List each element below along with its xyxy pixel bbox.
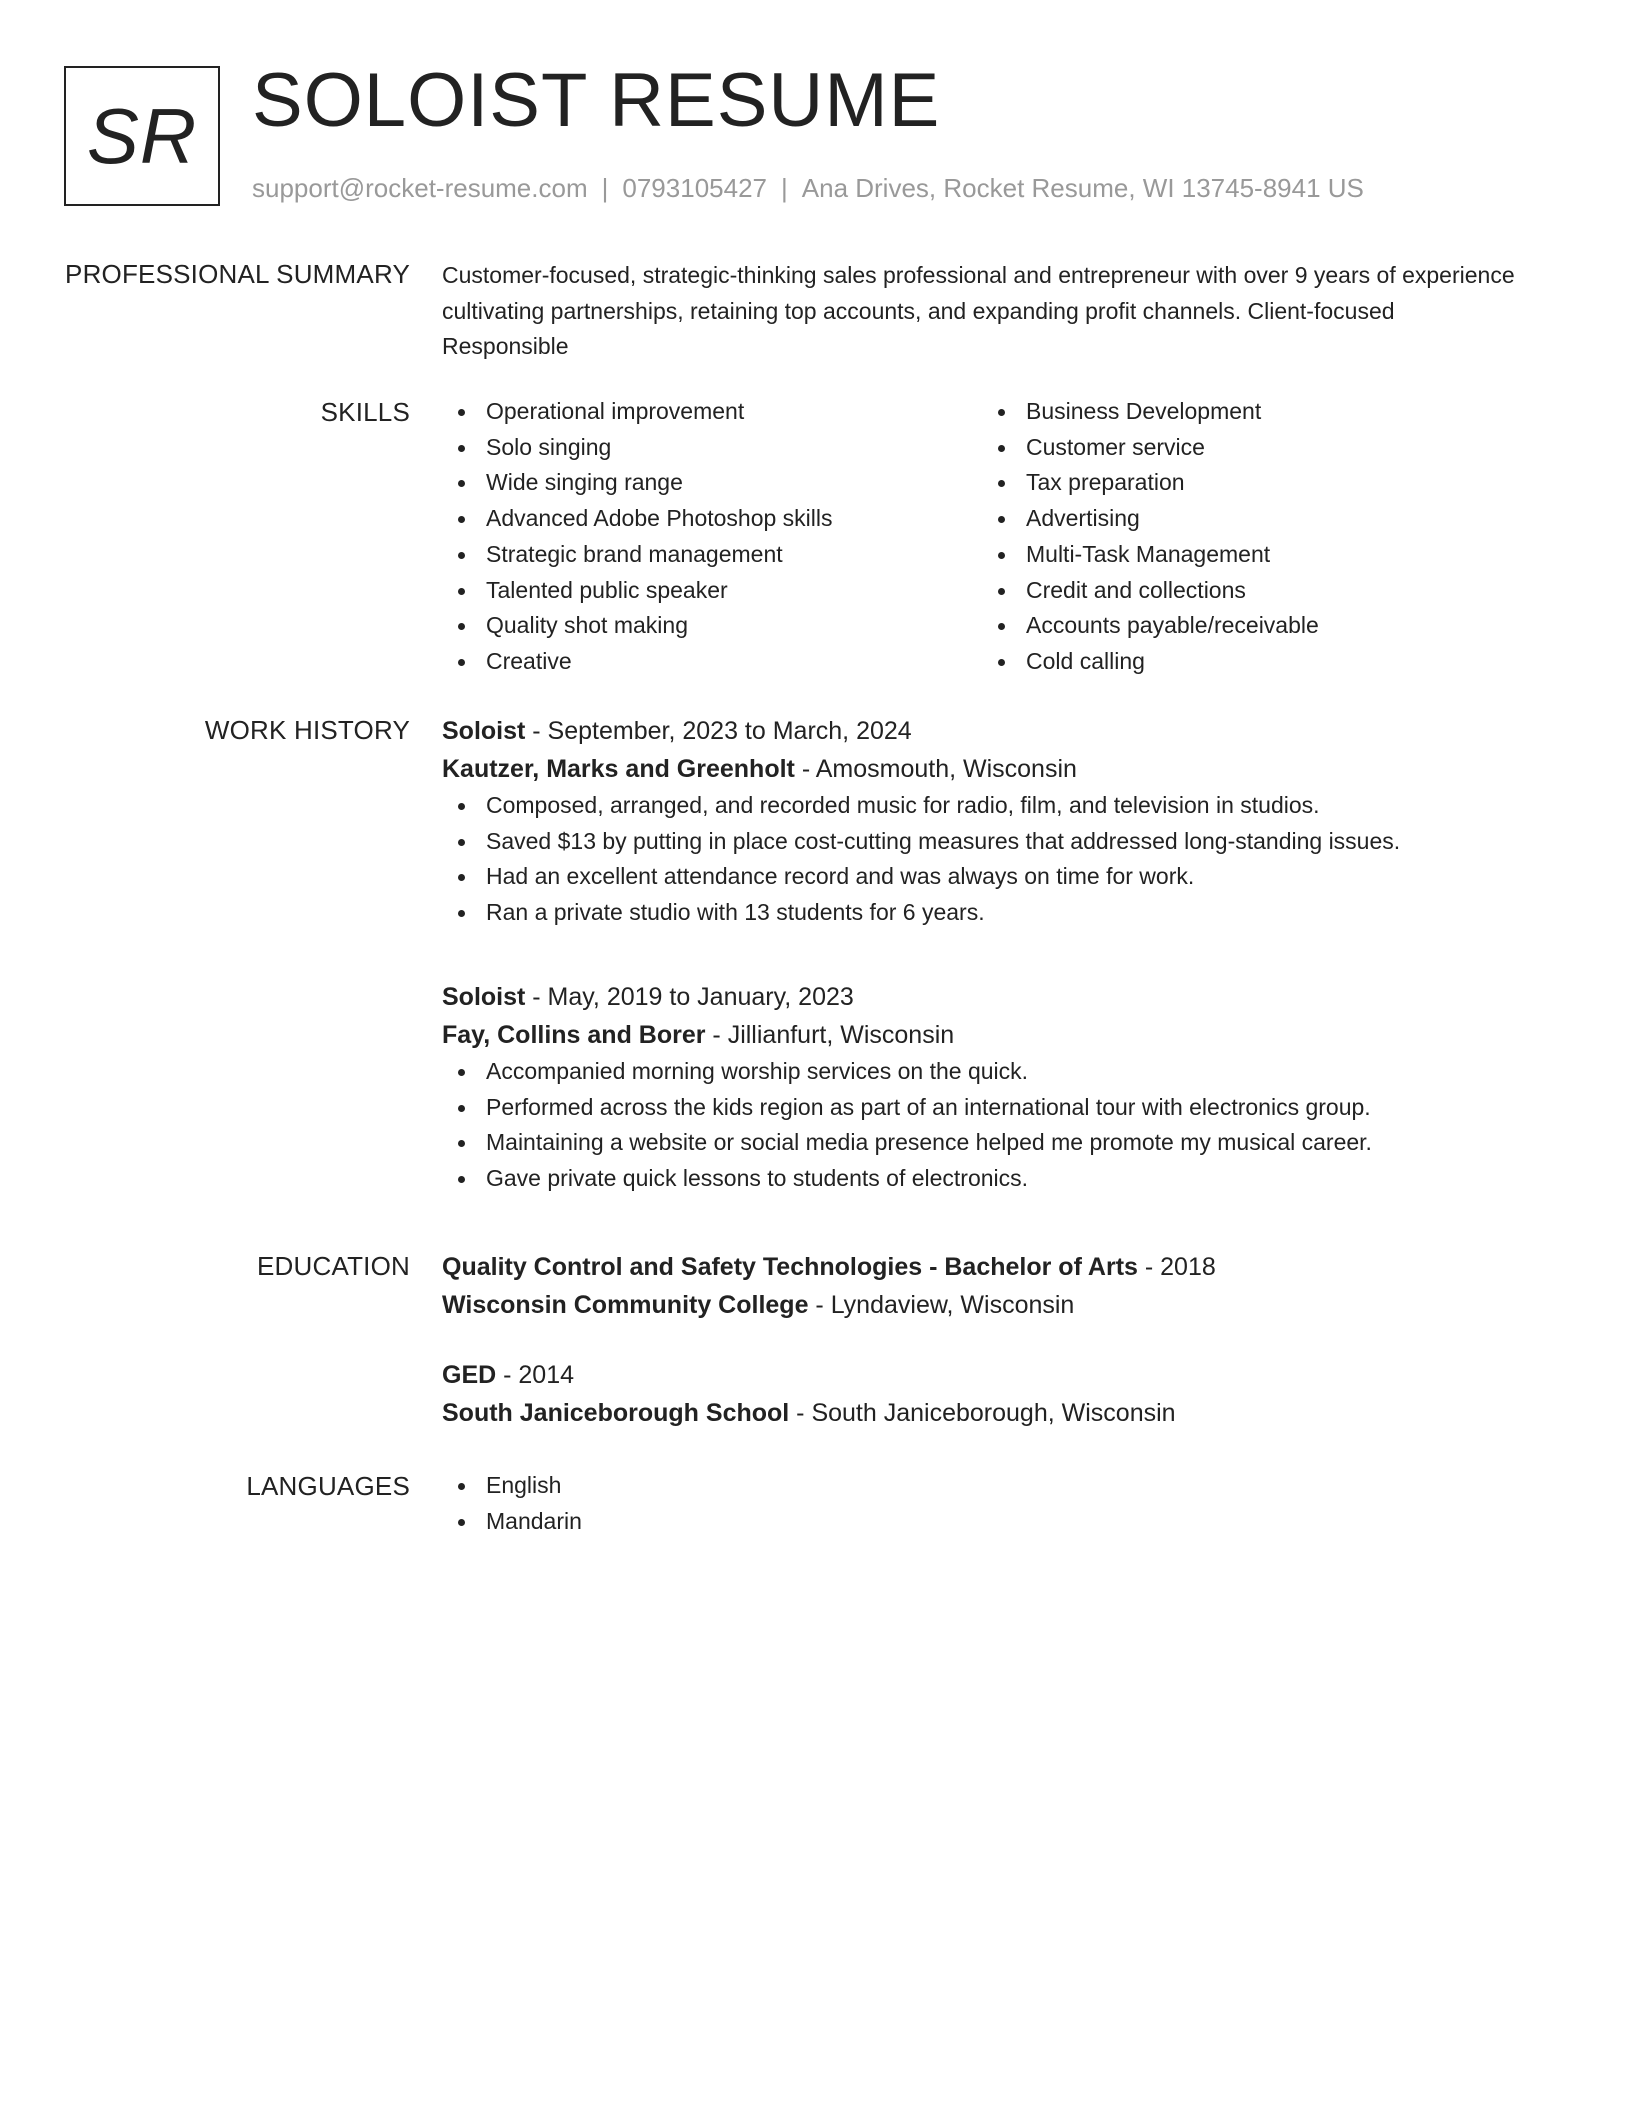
education-degree: GED [442, 1361, 497, 1389]
job-title-line [442, 978, 1522, 1016]
skill-item: Advertising [982, 501, 1522, 537]
skill-item: Accounts payable/receivable [982, 608, 1522, 644]
education-degree-line [442, 1248, 1522, 1286]
skill-item: Multi-Task Management [982, 537, 1522, 573]
education-heading: EDUCATION [257, 1251, 410, 1281]
work-history-heading: WORK HISTORY [204, 715, 410, 745]
skills-body [442, 394, 1522, 680]
education-school-line [442, 1286, 1522, 1324]
skill-item: Solo singing [442, 430, 982, 466]
job-dates: - May, 2019 to January, 2023 [525, 983, 854, 1011]
languages-body [442, 1468, 1522, 1539]
summary-text: Customer-focused, strategic-thinking sales professional and entrepreneur with over 9 years of experience cultivating partnerships, retaining top accounts, and expanding profit channels. Client-focused Responsible [442, 262, 1515, 359]
skill-item: Creative [442, 644, 982, 680]
work-history-body [442, 712, 1522, 1192]
job-employer-line [442, 750, 1522, 788]
summary-heading: PROFESSIONAL SUMMARY [65, 259, 410, 289]
job-title: Soloist [442, 983, 526, 1011]
education-degree-line [442, 1356, 1522, 1394]
languages-heading: LANGUAGES [246, 1471, 410, 1501]
candidate-name: SOLOIST RESUME [252, 58, 941, 143]
skill-item: Customer service [982, 430, 1522, 466]
job-location: - Amosmouth, Wisconsin [794, 755, 1077, 783]
job-bullet: Ran a private studio with 13 students for 6 years. [442, 895, 1522, 931]
job-title: Soloist [442, 717, 526, 745]
skill-item: Advanced Adobe Photoshop skills [442, 501, 982, 537]
contact-line [252, 170, 1364, 206]
skill-item: Quality shot making [442, 608, 982, 644]
contact-address: Ana Drives, Rocket Resume, WI 13745-8941 US [801, 173, 1364, 203]
education-year: - 2014 [496, 1361, 575, 1389]
language-item: English [442, 1468, 1522, 1504]
skill-item: Credit and collections [982, 573, 1522, 609]
skill-item: Cold calling [982, 644, 1522, 680]
monogram-initials: SR [86, 91, 198, 180]
summary-body [442, 256, 1522, 365]
job-bullet: Had an excellent attendance record and was always on time for work. [442, 859, 1522, 895]
job-employer: Kautzer, Marks and Greenholt [442, 755, 795, 783]
job-location: - Jillianfurt, Wisconsin [705, 1021, 955, 1049]
education-school-line [442, 1394, 1522, 1432]
education-degree: Quality Control and Safety Technologies - Bachelor of Arts [442, 1253, 1138, 1281]
contact-phone: 0793105427 [622, 173, 767, 203]
job-dates: - September, 2023 to March, 2024 [525, 717, 912, 745]
skill-item: Tax preparation [982, 465, 1522, 501]
job-bullet: Maintaining a website or social media presence helped me promote my musical career. [442, 1125, 1522, 1161]
job-entry [442, 978, 1522, 1197]
contact-separator: | [601, 173, 609, 203]
job-bullet: Saved $13 by putting in place cost-cutting measures that addressed long-standing issues. [442, 824, 1522, 860]
job-employer: Fay, Collins and Borer [442, 1021, 706, 1049]
job-bullet: Composed, arranged, and recorded music for radio, film, and television in studios. [442, 788, 1522, 824]
monogram-badge [64, 66, 220, 206]
job-bullet: Gave private quick lessons to students of electronics. [442, 1161, 1522, 1197]
education-location: - South Janiceborough, Wisconsin [789, 1399, 1176, 1427]
skills-heading: SKILLS [320, 397, 410, 427]
education-school: South Janiceborough School [442, 1399, 790, 1427]
job-bullet: Accompanied morning worship services on the quick. [442, 1054, 1522, 1090]
job-entry [442, 712, 1522, 931]
skill-item: Talented public speaker [442, 573, 982, 609]
education-year: - 2018 [1137, 1253, 1216, 1281]
skill-item: Operational improvement [442, 394, 982, 430]
education-entry [442, 1356, 1522, 1432]
education-body [442, 1248, 1522, 1427]
job-title-line [442, 712, 1522, 750]
contact-separator: | [781, 173, 788, 203]
job-employer-line [442, 1016, 1522, 1054]
education-entry [442, 1248, 1522, 1324]
job-bullet: Performed across the kids region as part of an international tour with electronics group. [442, 1090, 1522, 1126]
skill-item: Wide singing range [442, 465, 982, 501]
skill-item: Business Development [982, 394, 1522, 430]
skill-item: Strategic brand management [442, 537, 982, 573]
language-item: Mandarin [442, 1504, 1522, 1540]
skills-column-left [442, 394, 982, 680]
education-school: Wisconsin Community College [442, 1291, 809, 1319]
skills-column-right [982, 394, 1522, 680]
contact-email: support@rocket-resume.com [252, 173, 588, 203]
education-location: - Lyndaview, Wisconsin [808, 1291, 1075, 1319]
